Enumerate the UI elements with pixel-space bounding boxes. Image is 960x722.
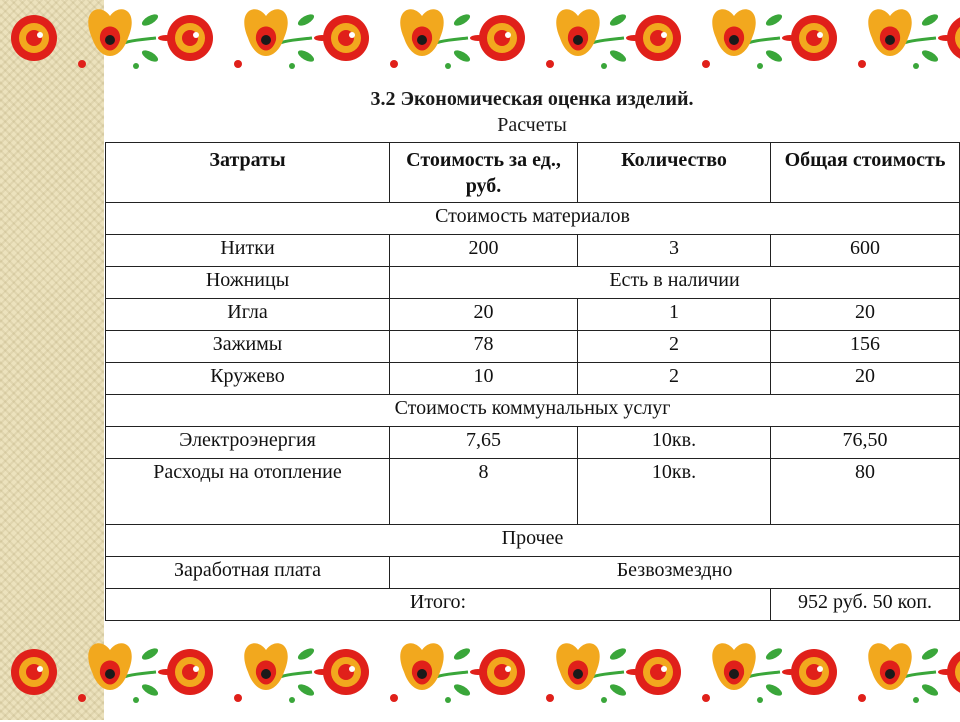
cell-name: Ножницы (106, 267, 390, 299)
table-row (106, 427, 960, 459)
cell-qty: 3 (578, 235, 771, 267)
tulip-ornament-icon (702, 643, 798, 703)
cell-note: Безвозмездно (390, 557, 960, 589)
folk-ornament-top-border (0, 0, 960, 88)
tulip-ornament-icon (234, 9, 330, 69)
table-row (106, 331, 960, 363)
cell-qty: 10кв. (578, 427, 771, 459)
tulip-ornament-icon (390, 9, 486, 69)
header-quantity: Количество (578, 143, 771, 203)
cell-name: Электроэнергия (106, 427, 390, 459)
total-value: 952 руб. 50 коп. (771, 589, 960, 621)
slide-subtitle: Расчеты (497, 114, 567, 136)
decorative-side-stripe (0, 0, 104, 720)
table-row (106, 363, 960, 395)
cell-name: Заработная плата (106, 557, 390, 589)
cell-price: 20 (390, 299, 578, 331)
section-label: Стоимость материалов (106, 203, 960, 235)
cell-name: Зажимы (106, 331, 390, 363)
tulip-ornament-icon (858, 643, 954, 703)
title-block (104, 86, 960, 138)
total-label: Итого: (106, 589, 771, 621)
tulip-ornament-icon (234, 643, 330, 703)
cell-price: 78 (390, 331, 578, 363)
table-header-row (106, 143, 960, 203)
section-label: Прочее (106, 525, 960, 557)
cell-qty: 10кв. (578, 459, 771, 525)
cell-name: Нитки (106, 235, 390, 267)
cell-total: 600 (771, 235, 960, 267)
cell-total: 156 (771, 331, 960, 363)
table-row (106, 267, 960, 299)
tulip-ornament-icon (78, 9, 174, 69)
tulip-ornament-icon (858, 9, 954, 69)
cell-price: 200 (390, 235, 578, 267)
table-row (106, 557, 960, 589)
red-flower-icon (11, 649, 57, 695)
header-costs: Затраты (106, 143, 390, 203)
tulip-ornament-icon (546, 643, 642, 703)
header-unit-price: Стоимость за ед., руб. (390, 143, 578, 203)
tulip-ornament-icon (390, 643, 486, 703)
table-row (106, 459, 960, 525)
cell-total: 76,50 (771, 427, 960, 459)
section-label: Стоимость коммунальных услуг (106, 395, 960, 427)
cost-table (105, 142, 960, 621)
tulip-ornament-icon (702, 9, 798, 69)
tulip-ornament-icon (546, 9, 642, 69)
cell-qty: 2 (578, 363, 771, 395)
section-row-other (106, 525, 960, 557)
cell-qty: 1 (578, 299, 771, 331)
cell-price: 10 (390, 363, 578, 395)
cell-total: 20 (771, 299, 960, 331)
table-row (106, 235, 960, 267)
cell-qty: 2 (578, 331, 771, 363)
table-row (106, 299, 960, 331)
cell-name: Игла (106, 299, 390, 331)
cell-price: 8 (390, 459, 578, 525)
tulip-ornament-icon (78, 643, 174, 703)
cell-note: Есть в наличии (390, 267, 960, 299)
header-total: Общая стоимость (771, 143, 960, 203)
section-row-utilities (106, 395, 960, 427)
folk-ornament-bottom-border (0, 634, 960, 722)
red-flower-icon (11, 15, 57, 61)
cell-total: 20 (771, 363, 960, 395)
cell-price: 7,65 (390, 427, 578, 459)
cell-name: Кружево (106, 363, 390, 395)
section-row-materials (106, 203, 960, 235)
slide-title: 3.2 Экономическая оценка изделий. (370, 88, 694, 110)
total-row (106, 589, 960, 621)
cell-name: Расходы на отопление (106, 459, 390, 525)
cell-total: 80 (771, 459, 960, 525)
